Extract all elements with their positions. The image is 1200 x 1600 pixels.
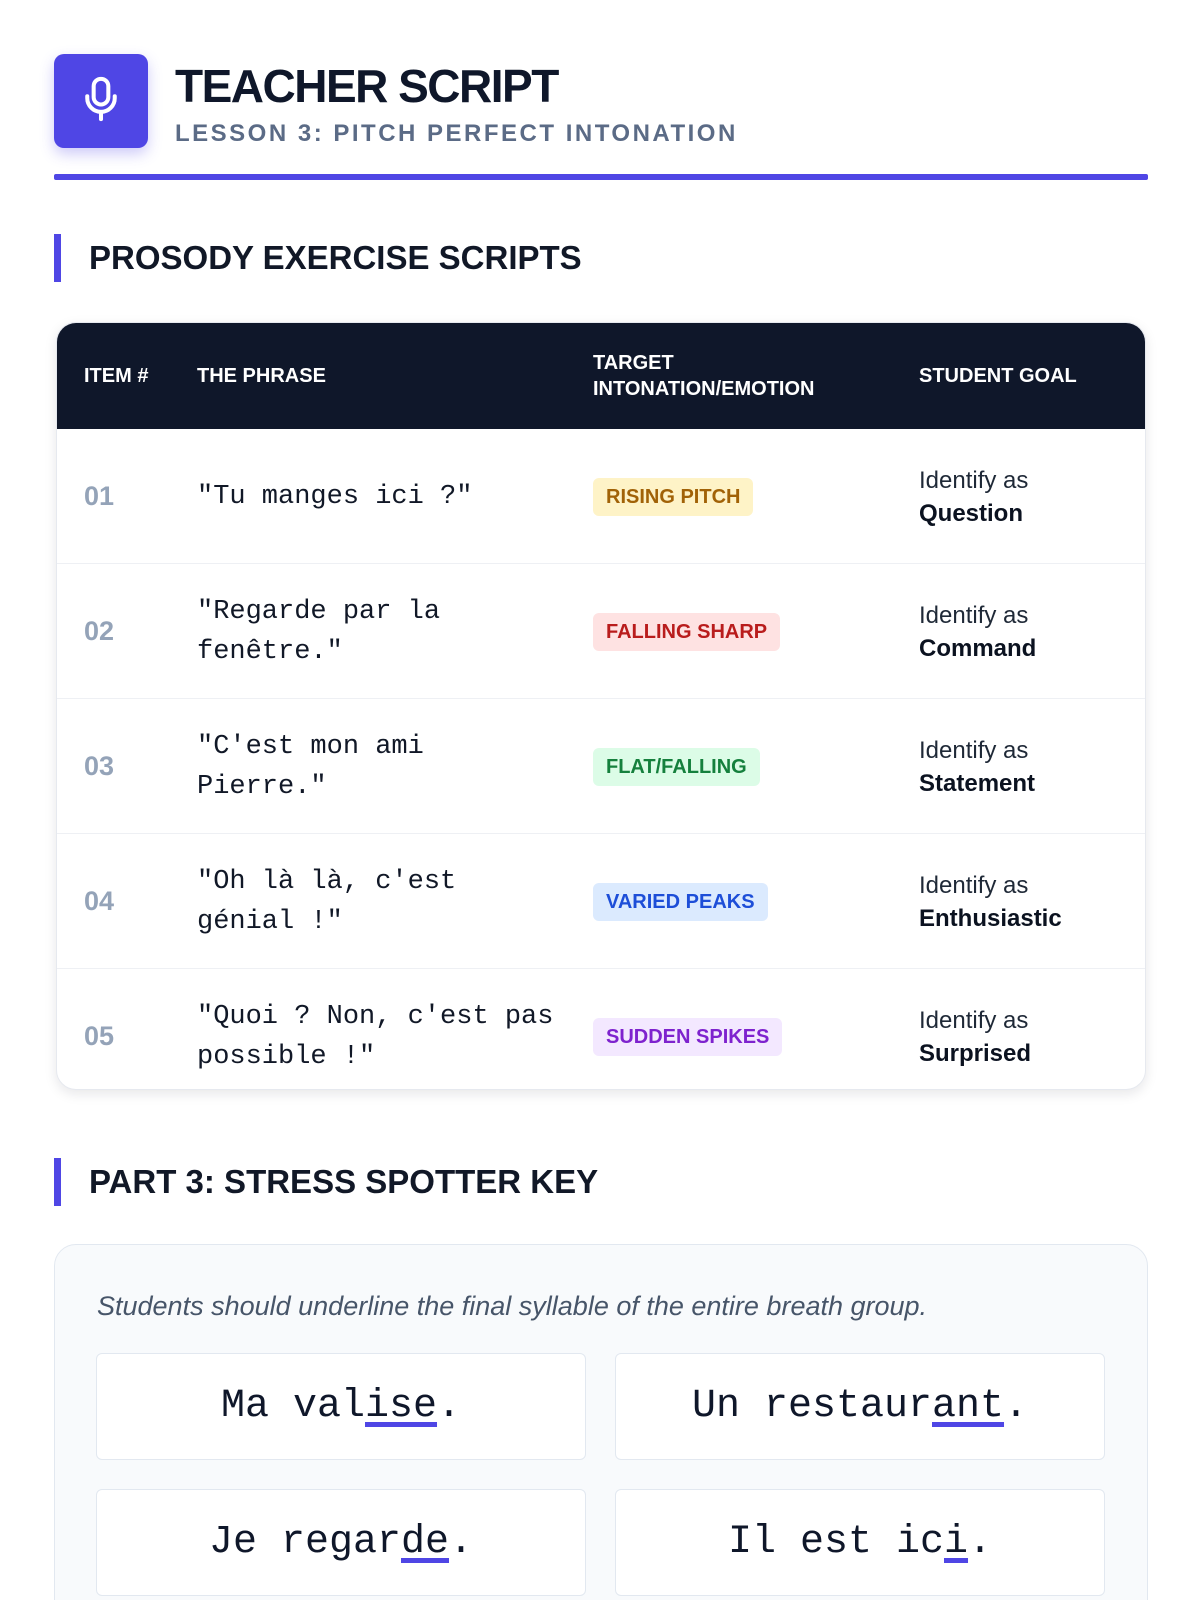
section-title-stress-key: PART 3: STRESS SPOTTER KEY	[54, 1158, 598, 1206]
intonation-badge: FALLING SHARP	[593, 613, 780, 651]
intonation-badge: SUDDEN SPIKES	[593, 1018, 782, 1056]
stress-example-card	[96, 1489, 586, 1596]
stress-key-panel	[54, 1244, 1148, 1600]
phrase-text: "Oh là là, c'est génial !"	[197, 866, 457, 937]
stressed-syllable: i	[944, 1520, 969, 1565]
stress-example-card	[96, 1353, 586, 1460]
logo-badge	[54, 54, 148, 148]
page-header	[54, 54, 1148, 182]
table-row	[57, 969, 1145, 1090]
phrase-text: "Regarde par la fenêtre."	[197, 596, 441, 667]
goal-prefix: Identify as	[919, 736, 1029, 764]
column-header-item: ITEM #	[84, 365, 149, 387]
intonation-badge: FLAT/FALLING	[593, 748, 760, 786]
table-row	[57, 564, 1145, 699]
goal-value: Enthusiastic	[919, 904, 1062, 932]
column-header-goal: STUDENT GOAL	[919, 365, 1077, 387]
unstressed-text: Je regar	[208, 1520, 401, 1565]
punctuation: .	[449, 1520, 474, 1565]
goal-prefix: Identify as	[919, 601, 1029, 629]
goal-prefix: Identify as	[919, 1006, 1029, 1034]
instructions-note: Students should underline the final syllable of the entire breath group.	[97, 1291, 928, 1321]
punctuation: .	[968, 1520, 993, 1565]
table-row	[57, 429, 1145, 564]
stressed-syllable: ise	[365, 1384, 438, 1429]
section-title-prosody: PROSODY EXERCISE SCRIPTS	[54, 234, 582, 282]
column-header-phrase: THE PHRASE	[197, 365, 326, 387]
punctuation: .	[437, 1384, 462, 1429]
stressed-syllable: ant	[932, 1384, 1005, 1429]
student-goal	[919, 699, 1035, 834]
column-header-target: TARGET INTONATION/EMOTION	[593, 352, 815, 400]
phrase-text: "Quoi ? Non, c'est pas possible !"	[197, 1001, 554, 1072]
exercise-table	[56, 322, 1146, 1090]
table-row	[57, 699, 1145, 834]
student-goal	[919, 564, 1036, 699]
item-number: 03	[84, 751, 115, 781]
phrase-text: "Tu manges ici ?"	[197, 481, 473, 512]
goal-prefix: Identify as	[919, 466, 1029, 494]
unstressed-text: Ma val	[220, 1384, 365, 1429]
microphone-icon	[79, 75, 123, 128]
item-number: 04	[84, 886, 115, 916]
table-header-row	[57, 323, 1145, 429]
phrase-text: "C'est mon ami Pierre."	[197, 731, 424, 802]
goal-value: Question	[919, 499, 1024, 527]
item-number: 02	[84, 616, 115, 646]
student-goal	[919, 429, 1028, 564]
header-divider	[54, 174, 1148, 180]
goal-value: Surprised	[919, 1039, 1032, 1067]
table-row	[57, 834, 1145, 969]
punctuation: .	[1004, 1384, 1029, 1429]
intonation-badge: RISING PITCH	[593, 478, 753, 516]
item-number: 01	[84, 481, 115, 511]
goal-value: Command	[919, 634, 1037, 662]
goal-value: Statement	[919, 769, 1036, 797]
student-goal	[919, 969, 1031, 1090]
student-goal	[919, 834, 1062, 969]
page-subtitle: LESSON 3: PITCH PERFECT INTONATION	[175, 120, 738, 147]
page-title: TEACHER SCRIPT	[175, 60, 558, 112]
unstressed-text: Il est ic	[727, 1520, 944, 1565]
goal-prefix: Identify as	[919, 871, 1029, 899]
stress-example-card	[615, 1353, 1105, 1460]
unstressed-text: Un restaur	[691, 1384, 932, 1429]
intonation-badge: VARIED PEAKS	[593, 883, 768, 921]
stress-example-card	[615, 1489, 1105, 1596]
stressed-syllable: de	[401, 1520, 450, 1565]
item-number: 05	[84, 1021, 115, 1051]
